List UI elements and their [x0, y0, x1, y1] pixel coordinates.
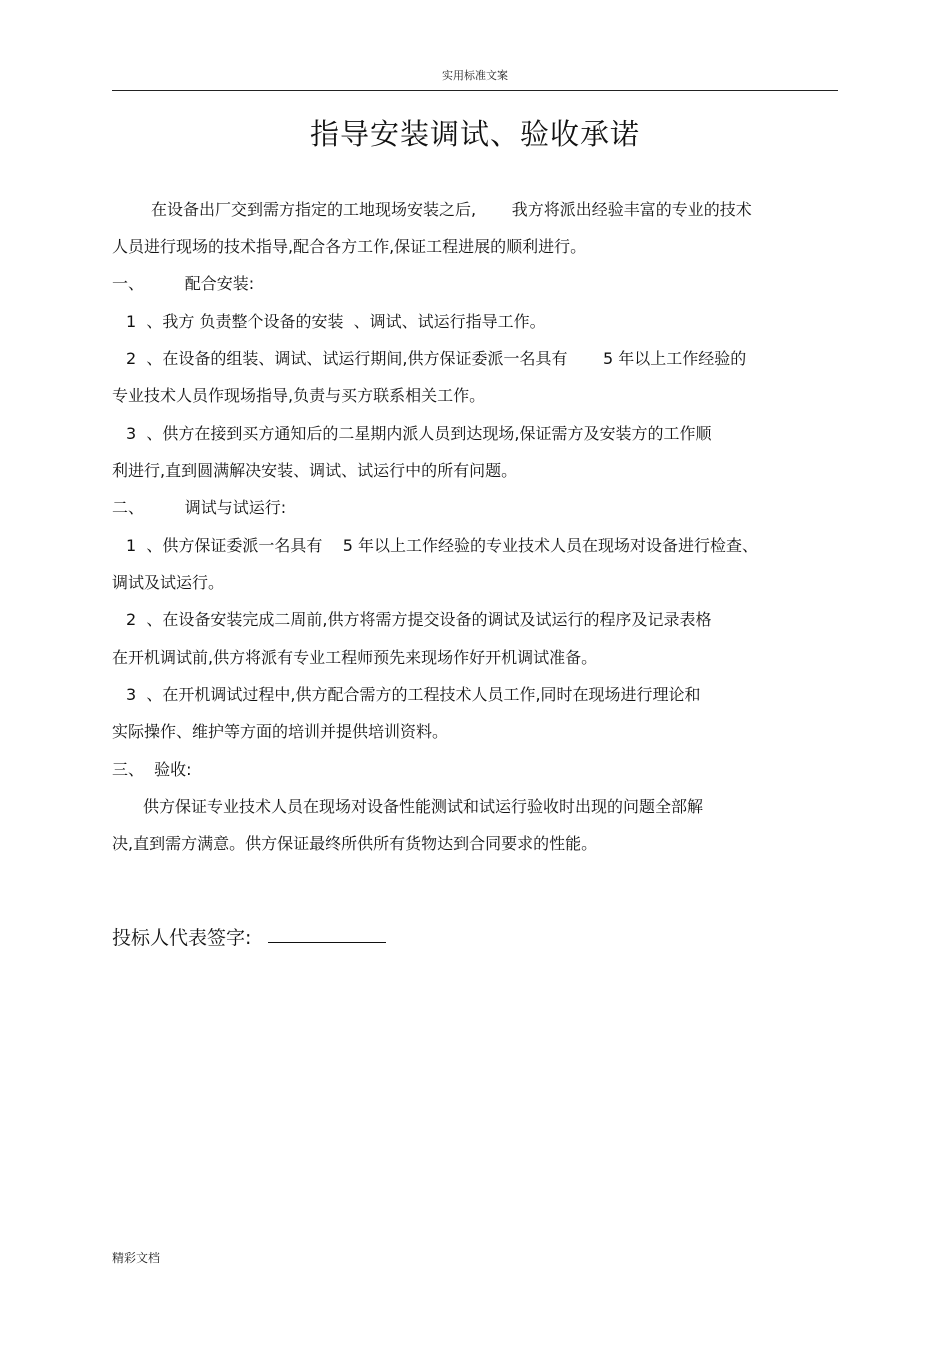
section-1-item-3-line-1: 3 、供方在接到买方通知后的二星期内派人员到达现场,保证需方及安装方的工作顺	[126, 424, 712, 443]
page-title: 指导安装调试、验收承诺	[309, 117, 640, 151]
page-footer: 精彩文档	[112, 1251, 161, 1265]
section-2-item-2-line-1: 2 、在设备安装完成二周前,供方将需方提交设备的调试及试运行的程序及记录表格	[126, 610, 712, 629]
page-header: 实用标准文案	[442, 69, 508, 82]
section-2-item-3-line-2: 实际操作、维护等方面的培训并提供培训资料。	[112, 722, 449, 741]
section-2-item-1-line-1: 1 、供方保证委派一名具有 5 年以上工作经验的专业技术人员在现场对设备进行检查、	[126, 536, 758, 555]
section-1-item-3-line-2: 利进行,直到圆满解决安装、调试、试运行中的所有问题。	[112, 461, 518, 480]
section-2-item-1-line-2: 调试及试运行。	[112, 573, 225, 592]
section-3-heading: 三、 验收:	[112, 760, 192, 779]
section-3-paragraph-line-1: 供方保证专业技术人员在现场对设备性能测试和试运行验收时出现的问题全部解	[143, 797, 704, 816]
section-2-item-2-line-2: 在开机调试前,供方将派有专业工程师预先来现场作好开机调试准备。	[112, 648, 598, 667]
signature-blank-line	[268, 942, 386, 943]
section-1-item-1: 1 、我方 负责整个设备的安装 、调试、试运行指导工作。	[126, 312, 546, 331]
section-3-paragraph-line-2: 决,直到需方满意。供方保证最终所供所有货物达到合同要求的性能。	[112, 834, 598, 853]
section-2-item-3-line-1: 3 、在开机调试过程中,供方配合需方的工程技术人员工作,同时在现场进行理论和	[126, 685, 701, 704]
intro-line-1: 在设备出厂交到需方指定的工地现场安装之后, 我方将派出经验丰富的专业的技术	[151, 200, 752, 219]
header-divider	[112, 90, 838, 91]
section-2-heading: 二、 调试与试运行:	[112, 498, 287, 517]
intro-line-2: 人员进行现场的技术指导,配合各方工作,保证工程进展的顺利进行。	[112, 237, 587, 256]
section-1-item-2-line-1: 2 、在设备的组装、调试、试运行期间,供方保证委派一名具有 5 年以上工作经验的	[126, 349, 747, 368]
section-1-item-2-line-2: 专业技术人员作现场指导,负责与买方联系相关工作。	[112, 386, 486, 405]
section-1-heading: 一、 配合安装:	[112, 274, 255, 293]
signature-label: 投标人代表签字:	[112, 927, 252, 949]
